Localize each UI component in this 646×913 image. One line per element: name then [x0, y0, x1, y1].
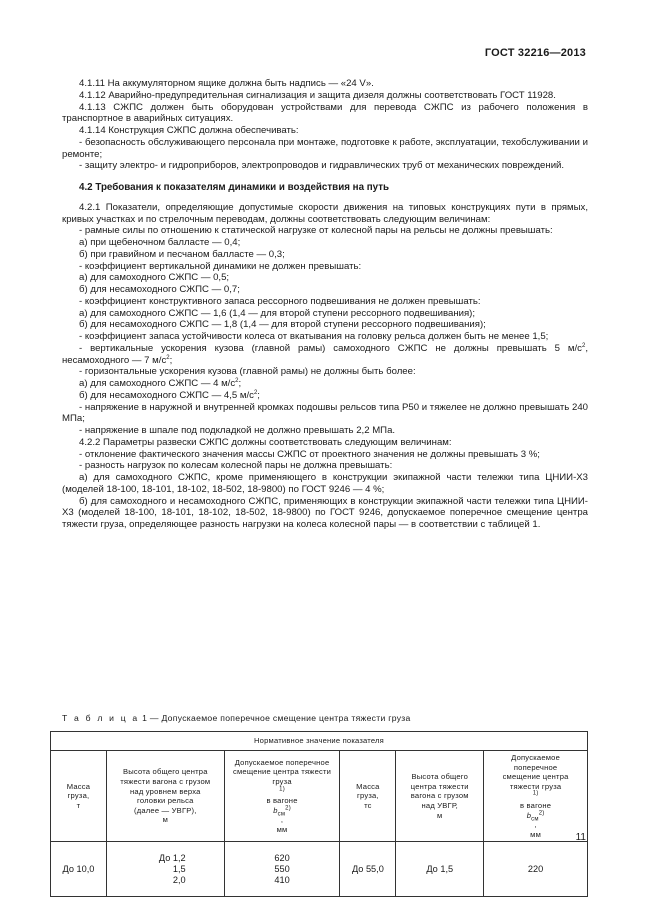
- paragraph: - напряжение в шпале под подкладкой не должно превышать 2,2 МПа.: [79, 425, 396, 436]
- symbol-b: b: [526, 810, 532, 820]
- header-line: груза,: [357, 791, 379, 801]
- column-header-height: [106, 751, 224, 842]
- text-span: ;: [169, 354, 173, 366]
- column-header-offset: [224, 751, 340, 842]
- header-line: Высота общего: [411, 772, 469, 782]
- header-line: груза,: [67, 791, 90, 801]
- paragraph: - коэффициент конструктивного запаса рессорного подвешивания не должен превышать:: [79, 295, 481, 307]
- paragraph: а) для самоходного СЖПС — 1,6 (1,4 — для второй ступени рессорного подвешивания);: [79, 307, 476, 319]
- paragraph: б) для несамоходного СЖПС — 0,7;: [79, 284, 240, 295]
- header-text: ,: [534, 820, 537, 830]
- header-text: в вагоне: [266, 796, 298, 806]
- header-line: мм: [530, 829, 541, 839]
- cell-offsets: [224, 842, 340, 897]
- header-line: тяжести вагона с грузом: [120, 776, 211, 786]
- header-text: в вагоне: [519, 800, 552, 810]
- paragraph: [62, 343, 588, 367]
- cell-line: 1,5: [172, 863, 186, 874]
- paragraph: б) для самоходного и несамоходного СЖПС, применяющих в конструкции экипажной части тележки типа ЦНИИ-Х3 (моделей 18-100, 18-101, 18-102, 18-502, 18-9800) по ГОСТ 9246, допускаемое поперечное смещение центра тяжести груза, определяющее разность нагрузки на колеса колесной пары — в соответствии с таблицей 1.: [62, 495, 588, 530]
- paragraph: 4.2.2 Параметры развески СЖПС должны соответствовать следующим величинам:: [79, 436, 452, 448]
- text-span: , несамоходного — 7 м/с: [62, 342, 588, 366]
- paragraph: б) при гравийном и песчаном балласте — 0,3;: [79, 248, 285, 260]
- cell-mass-tc: До 55,0: [340, 842, 396, 897]
- paragraph: - разность нагрузок по колесам колесной пары не должна превышать:: [79, 460, 393, 472]
- text-span: б) для несамоходного СЖПС — 4,5 м/с: [79, 389, 254, 401]
- table-caption: [62, 713, 588, 723]
- cell-heights: [106, 842, 224, 897]
- header-text: ,: [280, 815, 284, 825]
- paragraph: - коэффициент вертикальной динамики не должен превышать:: [79, 260, 362, 272]
- paragraph: - рамные силы по отношению к статической нагрузке от колесной пары на рельсы не должны превышать:: [79, 225, 553, 237]
- header-line: м: [437, 810, 443, 820]
- header-line: над УВГР,: [421, 800, 458, 810]
- superscript: 2: [166, 354, 170, 361]
- paragraph: [62, 378, 588, 390]
- paragraph: б) для несамоходного СЖПС — 1,8 (1,4 — для второй ступени рессорного подвешивания);: [79, 319, 486, 331]
- paragraph: - отклонение фактического значения массы СЖПС от проектного значения не должны превышать 3 %;: [79, 448, 540, 460]
- header-text: груза: [272, 776, 292, 786]
- paragraph: - безопасность обслуживающего персонала при монтаже, подготовке к работе, эксплуатации, техобслуживании и ремонте;: [62, 136, 588, 160]
- table-1: [50, 731, 588, 897]
- paragraph: 4.1.11 На аккумуляторном ящике должна быть надпись — «24 V».: [79, 78, 374, 89]
- section-heading: 4.2 Требования к показателям динамики и воздействия на путь: [79, 182, 390, 193]
- header-line: Высота общего центра: [122, 767, 208, 777]
- page-number: 11: [575, 832, 586, 843]
- text-span: ;: [238, 378, 242, 389]
- footnote-mark: 1): [279, 786, 285, 793]
- paragraph: - коэффициент запаса устойчивости колеса от вкатывания на головку рельса должен быть не менее 1,5;: [79, 331, 549, 342]
- text-span: - вертикальные ускорения кузова (главной рамы) самоходного СЖПС не должны превышать 5 м/с: [79, 342, 582, 354]
- cell-height-2: До 1,5: [396, 842, 484, 897]
- symbol-b: b: [273, 805, 278, 815]
- cell-offset-2: 220: [484, 842, 588, 897]
- header-line: [487, 801, 584, 830]
- table-row: [51, 842, 588, 897]
- paragraph: а) для самоходного СЖПС, кроме применяющего в конструкции экипажной части тележки типа ЦНИИ-Х3 (моделей 18-100, 18-101, 18-102, 18-502, 18-9800) по ГОСТ 9246 — 4 %;: [62, 472, 588, 495]
- paragraph: - защиту электро- и гидроприборов, электропроводов и гидравлических труб от механических повреждений.: [79, 160, 565, 172]
- cell-line: 2,0: [172, 874, 186, 885]
- header-line: тс: [364, 800, 372, 810]
- superscript: 2: [253, 389, 258, 396]
- header-line: Масса: [66, 781, 91, 791]
- subscript: см: [531, 816, 539, 823]
- header-text: тяжести груза: [509, 781, 562, 791]
- paragraph: [62, 390, 588, 402]
- header-line: м: [162, 815, 168, 825]
- table-caption-label: Т а б л и ц а: [62, 713, 140, 723]
- footnote-mark: 1): [532, 790, 539, 797]
- cell-line: До 1,2: [158, 852, 186, 863]
- header-line: поперечное: [513, 762, 558, 772]
- paragraph: 4.1.13 СЖПС должен быть оборудован устройствами для перевода СЖПС из рабочего положения в транспортное в аварийных ситуациях.: [62, 101, 588, 125]
- header-line: головки рельса: [137, 796, 194, 806]
- header-line: смещение центра тяжести: [232, 767, 332, 777]
- header-line: Допускаемое: [511, 753, 561, 762]
- column-header-mass-t: [51, 751, 107, 842]
- paragraph: а) при щебеночном балласте — 0,4;: [79, 237, 241, 248]
- footnote-mark: 2): [285, 805, 291, 812]
- superscript: 2: [581, 342, 586, 349]
- document-header: ГОСТ 32216—2013: [484, 47, 586, 59]
- header-line: [487, 782, 584, 801]
- header-line: т: [76, 800, 81, 810]
- superscript: 2: [235, 377, 239, 384]
- header-line: (далее — УВГР),: [133, 805, 197, 815]
- table-caption-text: 1 — Допускаемое поперечное смещение центра тяжести груза: [139, 713, 411, 723]
- header-line: Допускаемое поперечное: [234, 757, 330, 767]
- footnote-mark: 2): [538, 810, 545, 817]
- text-span: ;: [257, 389, 260, 401]
- header-line: вагона с грузом: [410, 791, 469, 801]
- paragraph: а) для самоходного СЖПС — 0,5;: [79, 272, 230, 284]
- header-line: над уровнем верха: [130, 786, 201, 796]
- paragraph: 4.1.12 Аварийно-предупредительная сигнализация и защита дизеля должны соответствовать ГОСТ 11928.: [79, 89, 556, 101]
- header-line: смещение центра: [502, 772, 569, 782]
- paragraph: - напряжение в наружной и внутренней кромках подошвы рельсов типа Р50 и тяжелее не должно превышать 240 МПа;: [62, 401, 588, 425]
- header-line: Масса: [356, 781, 380, 791]
- header-line: мм: [276, 824, 288, 834]
- cell-line: 410: [274, 874, 290, 885]
- header-line: центра тяжести: [410, 781, 469, 791]
- column-header-offset-2: [484, 751, 588, 842]
- subscript: см: [277, 811, 286, 818]
- paragraph: 4.1.14 Конструкция СЖПС должна обеспечивать:: [79, 125, 299, 136]
- document-body: [62, 78, 588, 531]
- table-group-header: Нормативное значение показателя: [51, 732, 588, 751]
- text-span: а) для самоходного СЖПС — 4 м/с: [79, 378, 236, 389]
- cell-line: 620: [274, 852, 290, 863]
- column-header-mass-tc: [340, 751, 396, 842]
- header-line: [228, 777, 337, 825]
- paragraph: - горизонтальные ускорения кузова (главной рамы) не должны быть более:: [79, 366, 416, 378]
- column-header-height-2: [396, 751, 484, 842]
- cell-line: 550: [274, 863, 290, 874]
- paragraph: 4.2.1 Показатели, определяющие допустимые скорости движения на типовых конструкциях пути в прямых, кривых участках и по стрелочным переводам, должны соответствовать следующим величинам:: [62, 201, 588, 225]
- cell-mass-t: До 10,0: [51, 842, 107, 897]
